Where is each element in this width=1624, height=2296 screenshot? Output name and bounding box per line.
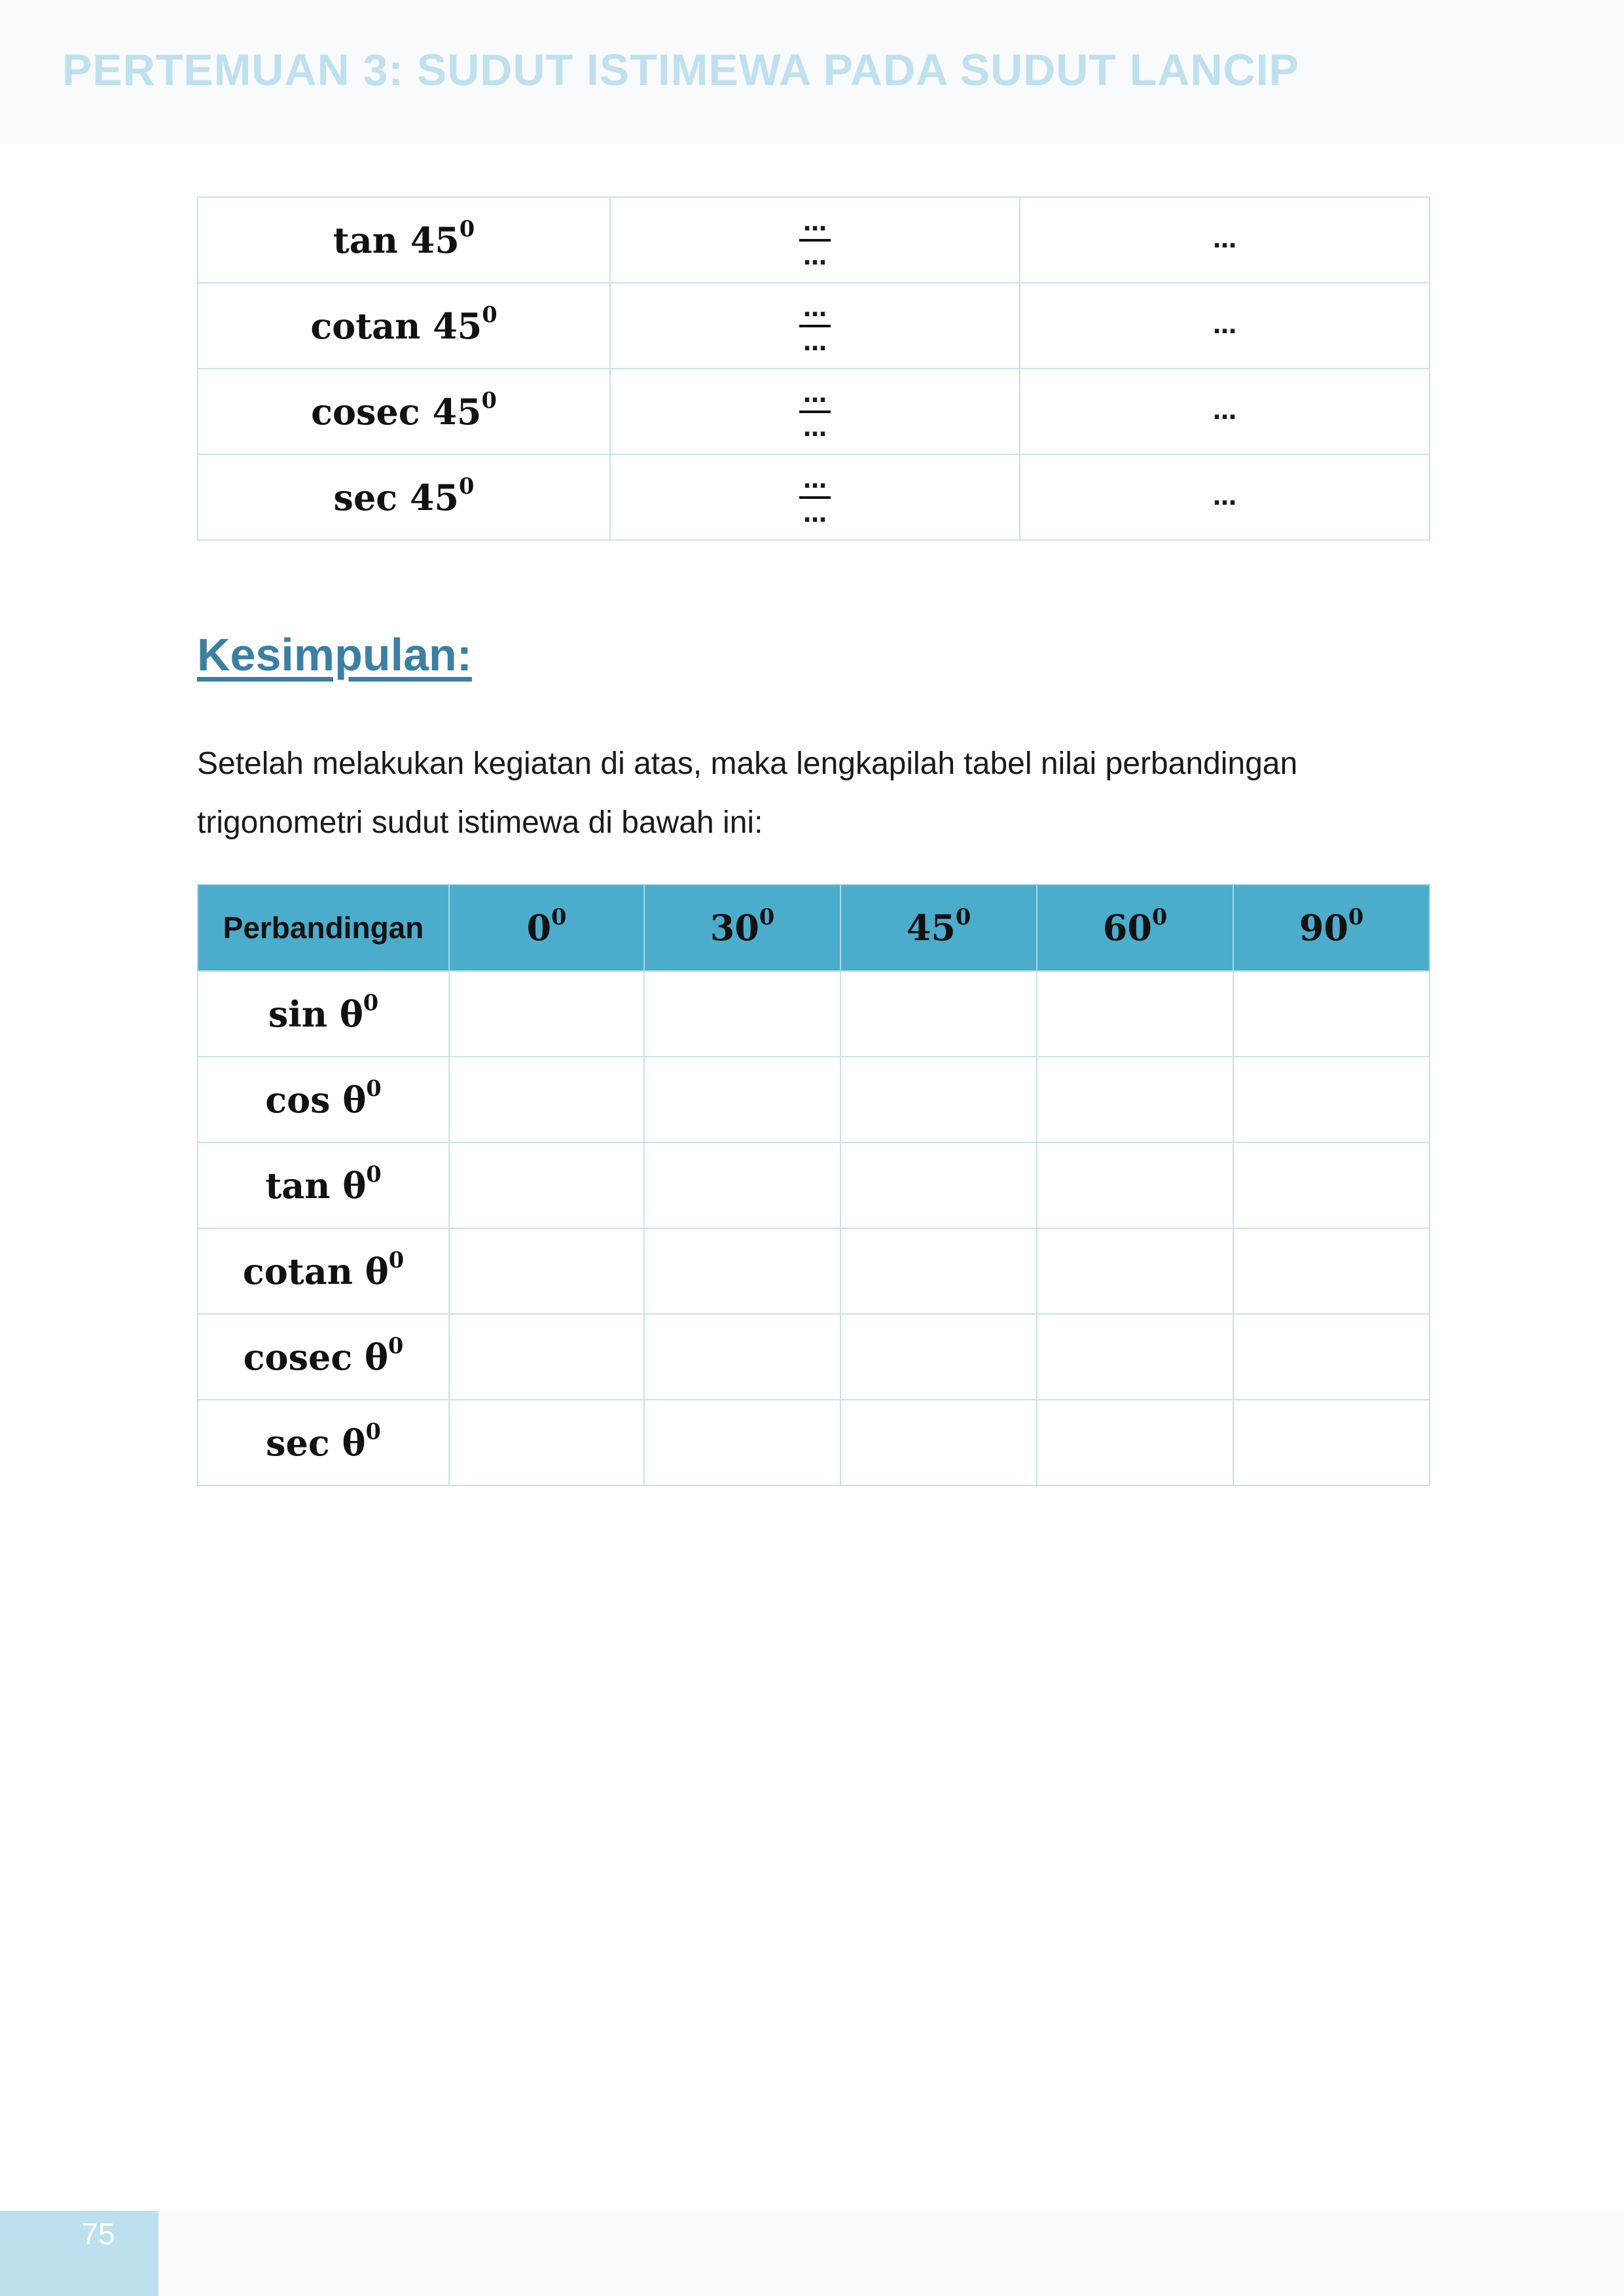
empty-cell[interactable]	[1233, 1142, 1430, 1228]
empty-cell[interactable]	[840, 1142, 1037, 1228]
function-label: $\tan \theta^0$	[198, 1142, 449, 1228]
value-cell: …	[1020, 197, 1430, 283]
empty-cell[interactable]	[840, 1057, 1037, 1142]
empty-cell[interactable]	[449, 1400, 644, 1485]
table-row	[198, 1057, 1430, 1142]
fraction-cell: $\frac{\dots}{\dots}$	[610, 197, 1020, 283]
header-perbandingan: Perbandingan	[198, 884, 449, 971]
empty-cell[interactable]	[1233, 1228, 1430, 1314]
header-angle-60: $60^0$	[1037, 884, 1233, 971]
empty-cell[interactable]	[644, 971, 840, 1057]
page-number: 75	[81, 2217, 115, 2251]
header-angle-30: $30^0$	[644, 884, 840, 971]
empty-cell[interactable]	[644, 1228, 840, 1314]
empty-cell[interactable]	[449, 1142, 644, 1228]
table-row	[198, 369, 1430, 454]
empty-cell[interactable]	[644, 1057, 840, 1142]
table-row	[198, 1314, 1430, 1400]
empty-cell[interactable]	[1037, 1314, 1233, 1400]
conclusion-paragraph: Setelah melakukan kegiatan di atas, maka lengkapilah tabel nilai perbandingan trigonometri sudut istimewa di bawah ini:	[197, 746, 1298, 840]
fraction-cell: $\frac{\dots}{\dots}$	[610, 283, 1020, 369]
function-label: $\tan 45^0$	[198, 197, 610, 283]
empty-cell[interactable]	[840, 971, 1037, 1057]
empty-cell[interactable]	[1233, 1400, 1430, 1485]
empty-cell[interactable]	[1037, 971, 1233, 1057]
empty-cell[interactable]	[840, 1228, 1037, 1314]
empty-cell[interactable]	[644, 1142, 840, 1228]
table-row	[198, 1400, 1430, 1485]
empty-cell[interactable]	[1037, 1400, 1233, 1485]
empty-cell[interactable]	[840, 1400, 1037, 1485]
empty-cell[interactable]	[840, 1314, 1037, 1400]
function-label: $\sin \theta^0$	[198, 971, 449, 1057]
function-label: cotan $45^0$	[198, 283, 610, 369]
function-label: cosec $45^0$	[198, 369, 610, 454]
empty-cell[interactable]	[449, 1228, 644, 1314]
table-row	[198, 1142, 1430, 1228]
header-title: PERTEMUAN 3: SUDUT ISTIMEWA PADA SUDUT LANCIP	[62, 45, 1299, 95]
table-row	[198, 971, 1430, 1057]
function-label: $\sec 45^0$	[198, 454, 610, 540]
table-row	[198, 283, 1430, 369]
header-angle-90: $90^0$	[1233, 884, 1430, 971]
empty-cell[interactable]	[1037, 1228, 1233, 1314]
tan-cotan-cosec-sec-45-table	[197, 196, 1430, 541]
page-header	[0, 0, 1624, 144]
empty-cell[interactable]	[1037, 1057, 1233, 1142]
page-footer	[0, 2211, 1624, 2296]
header-angle-0: $0^0$	[449, 884, 644, 971]
value-cell: …	[1020, 369, 1430, 454]
table-header-row	[198, 884, 1430, 971]
empty-cell[interactable]	[644, 1314, 840, 1400]
empty-cell[interactable]	[449, 971, 644, 1057]
table-row	[198, 454, 1430, 540]
empty-cell[interactable]	[644, 1400, 840, 1485]
function-label: $\sec \theta^0$	[198, 1400, 449, 1485]
fraction-cell: $\frac{\dots}{\dots}$	[610, 369, 1020, 454]
empty-cell[interactable]	[1037, 1142, 1233, 1228]
value-cell: …	[1020, 283, 1430, 369]
empty-cell[interactable]	[1233, 971, 1430, 1057]
fraction-cell: $\frac{\dots}{\dots}$	[610, 454, 1020, 540]
function-label: $\cos \theta^0$	[198, 1057, 449, 1142]
function-label: cotan $\theta^0$	[198, 1228, 449, 1314]
special-angle-summary-table	[197, 884, 1430, 1486]
function-label: cosec $\theta^0$	[198, 1314, 449, 1400]
header-angle-45: $45^0$	[840, 884, 1037, 971]
empty-cell[interactable]	[449, 1314, 644, 1400]
table-row	[198, 1228, 1430, 1314]
empty-cell[interactable]	[1233, 1057, 1430, 1142]
empty-cell[interactable]	[449, 1057, 644, 1142]
table-row	[198, 197, 1430, 283]
value-cell: …	[1020, 454, 1430, 540]
conclusion-heading: Kesimpulan:	[197, 629, 473, 680]
empty-cell[interactable]	[1233, 1314, 1430, 1400]
